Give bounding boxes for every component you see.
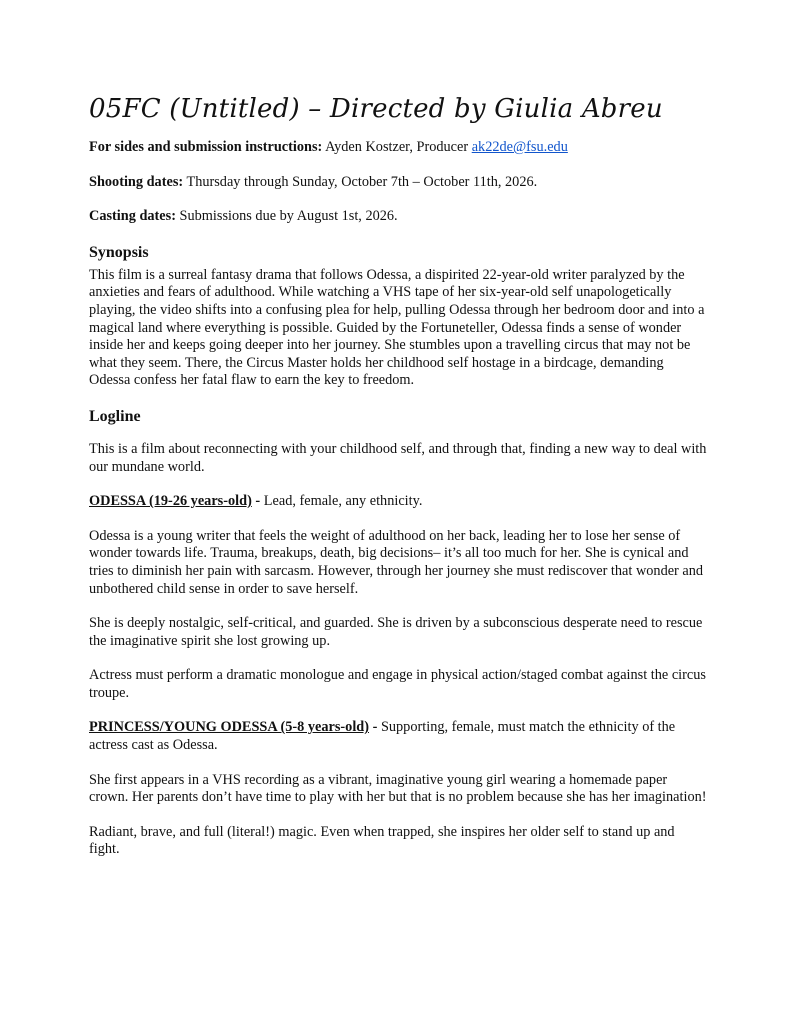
role-odessa-dash: - [251, 493, 264, 510]
role-odessa-summary: Lead, female, any ethnicity. [263, 493, 423, 510]
role-princess-description: She first appears in a VHS recording as a vibrant, imaginative young girl wearing a homemade paper crown. Her parents don’t have time to play with her but that is no problem because she has her imagination! [89, 771, 707, 806]
document-page [89, 92, 707, 876]
contact-line [89, 139, 707, 157]
logline-body: This is a film about reconnecting with your childhood self, and through that, finding a new way to deal with our mundane world. [89, 440, 707, 475]
role-princess-traits: Radiant, brave, and full (literal!) magic. Even when trapped, she inspires her older self to stand up and fight. [89, 823, 675, 858]
producer-email-link[interactable]: ak22de@fsu.edu [471, 139, 568, 155]
role-odessa-description: Odessa is a young writer that feels the weight of adulthood on her back, leading her to lose her sense of wonder towards life. Trauma, breakups, death, big decisions– it’s all too much for her. She is cynical and tries to diminish her pain with sarcasm. However, through her journey she must rediscover that wonder and unbothered child sense in order to save herself. [89, 527, 704, 597]
contact-text: Ayden Kostzer, Producer [322, 139, 472, 155]
role-odessa-traits: She is deeply nostalgic, self-critical, and guarded. She is driven by a subconscious desperate need to rescue the imaginative spirit she lost growing up. [89, 615, 703, 649]
role-odessa-name: ODESSA (19-26 years-old) [89, 493, 252, 510]
role-princess-dash: - [369, 719, 381, 736]
role-odessa-requirements: Actress must perform a dramatic monologue and engage in physical action/staged combat against the circus troupe. [89, 667, 706, 701]
shooting-text: Thursday through Sunday, October 7th – October 11th, 2026. [183, 173, 538, 190]
role-princess-name: PRINCESS/YOUNG ODESSA (5-8 years-old) [89, 719, 370, 736]
synopsis-heading: Synopsis [89, 243, 149, 261]
synopsis-body: This film is a surreal fantasy drama that follows Odessa, a dispirited 22-year-old writer paralyzed by the anxieties and fears of adulthood. While watching a VHS tape of her six-year-old self unapologetically playing, the video shifts into a confusing plea for help, pulling Odessa through her bedroom door and into a magical land where everything is possible. Guided by the Fortuneteller, Odessa finds a sense of wonder inside her and keeps going deeper into her journey. She stumbles upon a travelling circus that may not be what they seem. There, the Circus Master holds her childhood self hostage in a birdcage, demanding Odessa confess her fatal flaw to earn the key to freedom. [89, 266, 705, 389]
casting-label: Casting dates: [89, 208, 176, 225]
contact-label: For sides and submission instructions: [89, 139, 323, 155]
casting-dates-line [89, 208, 707, 226]
shooting-dates-line [89, 174, 707, 192]
role-princess-header [89, 719, 707, 754]
casting-text: Submissions due by August 1st, 2026. [175, 208, 398, 225]
logline-heading: Logline [89, 407, 141, 425]
shooting-label: Shooting dates: [89, 173, 184, 190]
role-princess-summary: Supporting, female, must match the ethnicity of the actress cast as Odessa. [89, 719, 676, 754]
role-odessa-header [89, 493, 707, 511]
document-title: 05FC (Untitled) – Directed by Giulia Abreu [89, 94, 663, 124]
